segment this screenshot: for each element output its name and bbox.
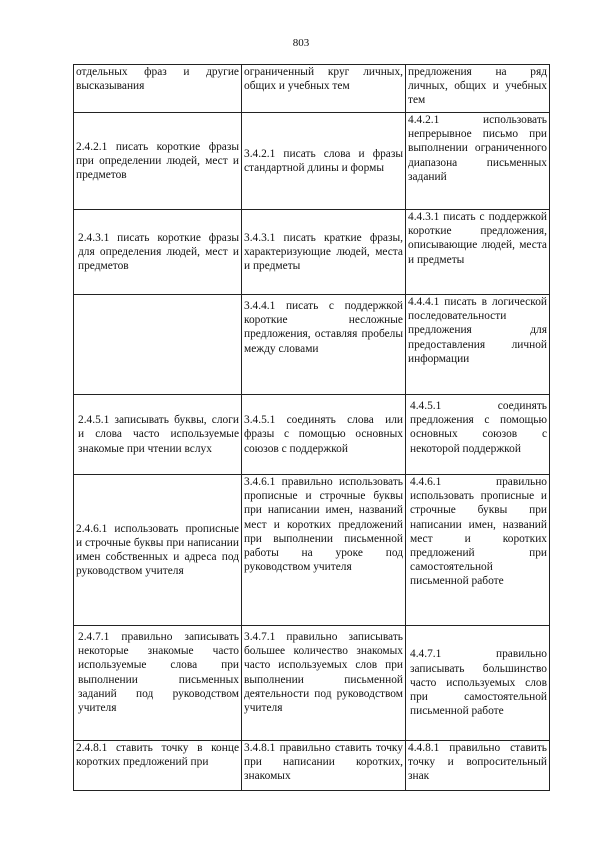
objectives-table bbox=[73, 64, 550, 791]
table-cell: 4.4.7.1 правильно записывать большинство часто используемых слов при самостоятельной письменной работе bbox=[406, 626, 550, 741]
table-cell: отдельных фраз и другие высказывания bbox=[74, 65, 242, 113]
table-cell: 3.4.3.1 писать краткие фразы, характеризующие людей, места и предметы bbox=[242, 210, 406, 295]
table-row bbox=[74, 741, 550, 791]
table-row bbox=[74, 210, 550, 295]
table-cell bbox=[74, 295, 242, 395]
table-row bbox=[74, 113, 550, 210]
page-number: 803 bbox=[292, 37, 310, 49]
table-cell: 4.4.6.1 правильно использовать прописные и строчные буквы при написании имен, названий мест и коротких предложений при самостоятельной письменной работе bbox=[406, 475, 550, 626]
table-cell: 3.4.4.1 писать с поддержкой короткие несложные предложения, оставляя пробелы между словами bbox=[242, 295, 406, 395]
table-cell: 4.4.2.1 использовать непрерывное письмо при выполнении ограниченного диапазона письменных заданий bbox=[406, 113, 550, 210]
table-cell: 3.4.5.1 соединять слова или фразы с помощью основных союзов с поддержкой bbox=[242, 395, 406, 475]
table-row bbox=[74, 475, 550, 626]
table-cell: 4.4.5.1 соединять предложения с помощью основных союзов с некоторой поддержкой bbox=[406, 395, 550, 475]
table-row bbox=[74, 65, 550, 113]
table-cell: ограниченный круг личных, общих и учебных тем bbox=[242, 65, 406, 113]
table-cell: 2.4.5.1 записывать буквы, слоги и слова часто используемые знакомые при чтении вслух bbox=[74, 395, 242, 475]
table-cell: 2.4.8.1 ставить точку в конце коротких предложений при bbox=[74, 741, 242, 791]
table-cell: 2.4.2.1 писать короткие фразы при определении людей, мест и предметов bbox=[74, 113, 242, 210]
table-row bbox=[74, 626, 550, 741]
table-cell: 3.4.6.1 правильно использовать прописные и строчные буквы при написании имен, названий мест и коротких предложений при выполнении письменной работы на уроке под руководством учителя bbox=[242, 475, 406, 626]
table-cell: предложения на ряд личных, общих и учебных тем bbox=[406, 65, 550, 113]
table-cell: 4.4.3.1 писать с поддержкой короткие предложения, описывающие людей, места и предметы bbox=[406, 210, 550, 295]
table-cell: 3.4.8.1 правильно ставить точку при написании коротких, знакомых bbox=[242, 741, 406, 791]
table-cell: 2.4.3.1 писать короткие фразы для определения людей, мест и предметов bbox=[74, 210, 242, 295]
table-cell: 4.4.4.1 писать в логической последовательности предложения для предоставления личной информации bbox=[406, 295, 550, 395]
table-cell: 4.4.8.1 правильно ставить точку и вопросительный знак bbox=[406, 741, 550, 791]
table-row bbox=[74, 295, 550, 395]
table-row bbox=[74, 395, 550, 475]
table-cell: 3.4.2.1 писать слова и фразы стандартной длины и формы bbox=[242, 113, 406, 210]
table-cell: 2.4.7.1 правильно записывать некоторые знакомые часто используемые слова при выполнении письменных заданий под руководством учителя bbox=[74, 626, 242, 741]
table-cell: 2.4.6.1 использовать прописные и строчные буквы при написании имен собственных и адреса под руководством учителя bbox=[74, 475, 242, 626]
table-cell: 3.4.7.1 правильно записывать большее количество знакомых часто используемых слов при выполнении письменной деятельности под руководством учителя bbox=[242, 626, 406, 741]
